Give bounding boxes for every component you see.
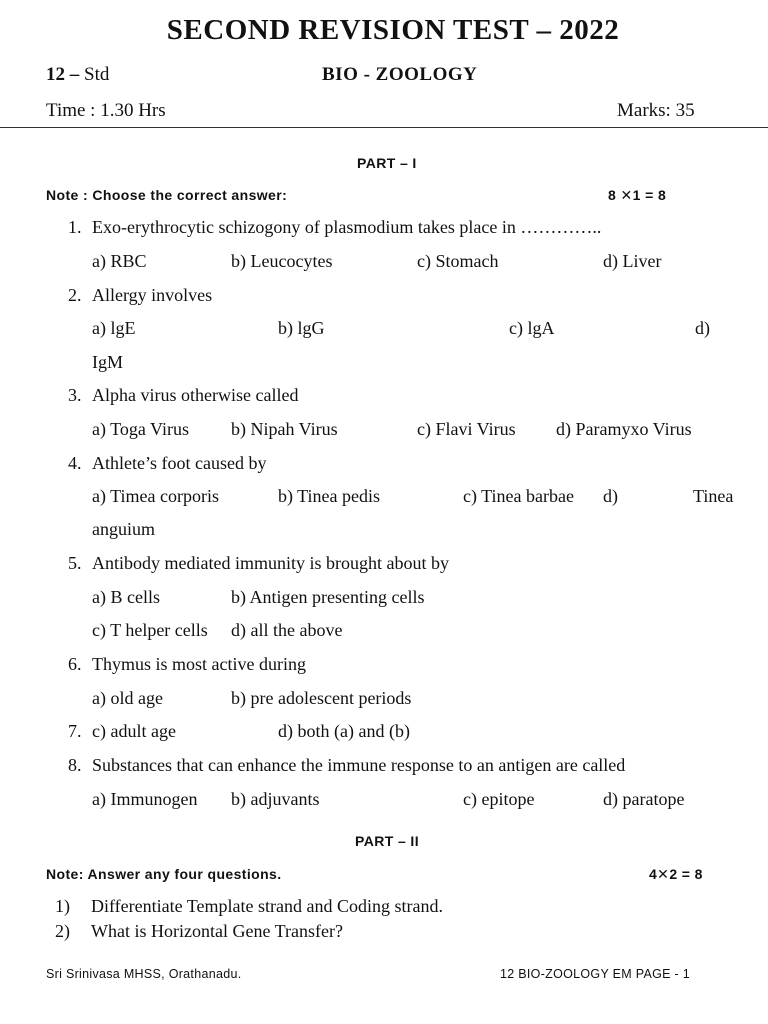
question-text: Allergy involves [92,285,213,305]
option-c: c) T helper cells [92,620,208,640]
question-number: 6. [68,654,82,674]
option-d: d) Paramyxo Virus [556,419,692,439]
option-b: b) pre adolescent periods [231,688,412,708]
option-b: b) Antigen presenting cells [231,587,425,607]
question-text: Substances that can enhance the immune response to an antigen are called [92,755,626,775]
option-b: b) Tinea pedis [278,486,381,506]
question-number: 8. [68,755,82,775]
option-d: d) [603,486,618,506]
part2-note: Note: Answer any four questions. [46,866,282,882]
question-number: 7. [68,721,82,741]
question-text: Antibody mediated immunity is brought about by [92,553,449,573]
option-b: b) adjuvants [231,789,320,809]
option-a: a) Immunogen [92,789,198,809]
time-label: Time : 1.30 Hrs [46,100,166,121]
option-c: c) epitope [463,789,535,809]
option-d: d) all the above [231,620,343,640]
option-c: c) Flavi Virus [417,419,516,439]
std-dash: – [65,64,84,85]
question-text: Exo-erythrocytic schizogony of plasmodium takes place in ………….. [92,217,602,237]
subject-title: BIO - ZOOLOGY [322,64,478,85]
part1-marks: 8 ✕1 = 8 [608,187,667,203]
question-text: Athlete’s foot caused by [92,453,267,473]
option-c: c) lgA [509,318,555,338]
question-number: 1) [55,896,70,916]
option-b: b) lgG [278,318,325,338]
part2-marks: 4✕2 = 8 [649,866,703,882]
question-text: What is Horizontal Gene Transfer? [91,921,343,941]
option-c: c) adult age [92,721,176,741]
option-d: d) paratope [603,789,685,809]
option-a: a) Toga Virus [92,419,189,439]
question-number: 2) [55,921,70,941]
header-divider [0,127,768,128]
footer-school: Sri Srinivasa MHSS, Orathanadu. [46,967,242,981]
option-d-text: Tinea [693,486,734,506]
option-a: a) lgE [92,318,136,338]
question-text: Differentiate Template strand and Coding strand. [91,896,443,916]
question-text: Alpha virus otherwise called [92,385,299,405]
part2-heading: PART – II [355,833,420,849]
question-number: 1. [68,217,82,237]
option-c: c) Stomach [417,251,499,271]
question-text: Thymus is most active during [92,654,306,674]
option-b: b) Leucocytes [231,251,333,271]
question-number: 4. [68,453,82,473]
std-label: Std [84,64,110,85]
option-b: b) Nipah Virus [231,419,338,439]
std-info [46,64,109,86]
option-c: c) Tinea barbae [463,486,574,506]
option-a: a) old age [92,688,163,708]
question-number: 5. [68,553,82,573]
part1-note: Note : Choose the correct answer: [46,187,288,203]
option-a: a) Timea corporis [92,486,219,506]
marks-label: Marks: 35 [617,100,695,121]
option-a: a) RBC [92,251,147,271]
footer-page: 12 BIO-ZOOLOGY EM PAGE - 1 [500,967,691,981]
option-d-text: anguium [92,519,155,539]
option-d: d) Liver [603,251,662,271]
question-number: 2. [68,285,82,305]
option-d: d) both (a) and (b) [278,721,410,741]
exam-title: SECOND REVISION TEST – 2022 [166,14,620,46]
part1-heading: PART – I [357,155,417,171]
option-d-text: IgM [92,352,123,372]
question-number: 3. [68,385,82,405]
option-d: d) [695,318,710,338]
std-number: 12 [46,64,65,85]
option-a: a) B cells [92,587,160,607]
